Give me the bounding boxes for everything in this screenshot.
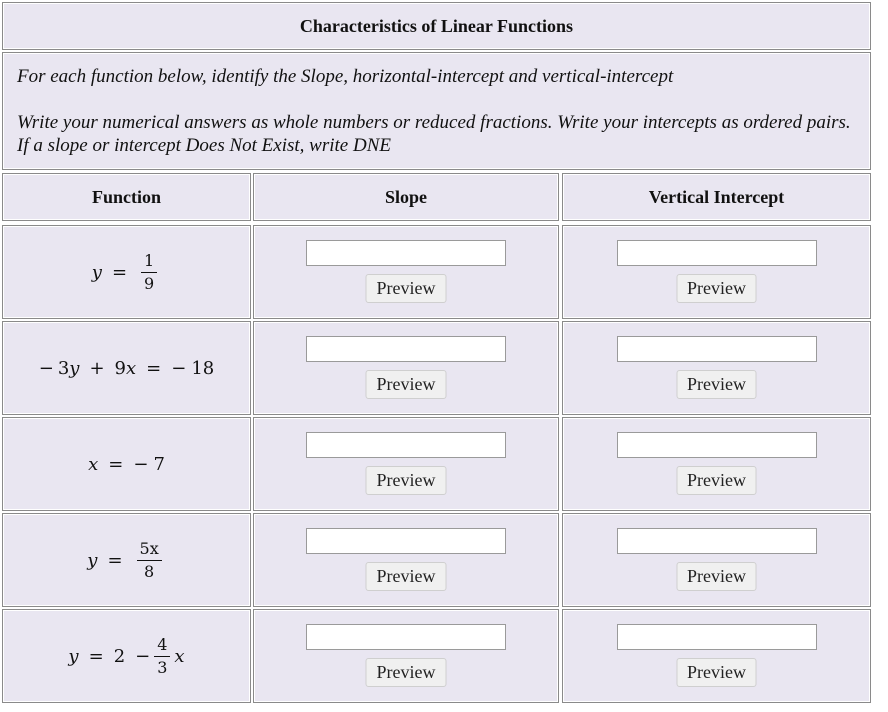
vertical-intercept-input-3[interactable] (617, 432, 817, 458)
slope-preview-button-3[interactable]: Preview (366, 466, 447, 495)
eq5-var: x (174, 645, 185, 667)
eq2-neg: − (38, 357, 54, 379)
function-cell-5 (2, 609, 251, 703)
eq3-equals: = (108, 453, 124, 475)
vertical-intercept-input-5[interactable] (617, 624, 817, 650)
header-function: Function (2, 173, 251, 221)
vint-cell-3 (562, 417, 871, 511)
eq2-coef-y: 3 (57, 357, 70, 379)
equation-5 (3, 610, 250, 702)
slope-input-2[interactable] (306, 336, 506, 362)
vertical-intercept-input-4[interactable] (617, 528, 817, 554)
eq2-neg-rhs: − (171, 357, 187, 379)
eq1-fraction (141, 252, 157, 293)
eq5-den: 3 (157, 657, 168, 677)
eq2-equals: = (146, 357, 162, 379)
equation-4 (3, 514, 250, 606)
slope-cell-2 (253, 321, 559, 415)
eq5-equals: = (88, 645, 104, 667)
eq4-equals: = (107, 549, 123, 571)
table-title: Characteristics of Linear Functions (2, 2, 871, 50)
eq5-const: 2 (113, 645, 126, 667)
eq3-neg: − (133, 453, 149, 475)
equation-2 (3, 322, 250, 414)
instructions (2, 52, 871, 170)
instruction-line-1: For each function below, identify the Slope, horizontal-intercept and vertical-intercept (17, 66, 674, 87)
vertical-intercept-preview-button-1[interactable]: Preview (676, 274, 757, 303)
slope-cell-3 (253, 417, 559, 511)
slope-preview-button-4[interactable]: Preview (366, 562, 447, 591)
vint-cell-5 (562, 609, 871, 703)
slope-preview-button-5[interactable]: Preview (366, 658, 447, 687)
eq4-num: 5x (137, 540, 162, 561)
eq4-fraction (137, 540, 162, 581)
eq1-num: 1 (141, 252, 157, 273)
vertical-intercept-preview-button-3[interactable]: Preview (676, 466, 757, 495)
eq4-den: 8 (144, 561, 155, 581)
eq2-var-y: y (69, 357, 80, 379)
slope-input-1[interactable] (306, 240, 506, 266)
slope-preview-button-2[interactable]: Preview (366, 370, 447, 399)
equation-3 (3, 418, 250, 510)
eq1-den: 9 (144, 273, 155, 293)
header-vertical-intercept: Vertical Intercept (562, 173, 871, 221)
vint-cell-1 (562, 225, 871, 319)
eq2-var-x: x (126, 357, 137, 379)
slope-cell-1 (253, 225, 559, 319)
eq1-lhs: y (91, 261, 102, 283)
eq5-lhs: y (68, 645, 79, 667)
eq5-fraction (154, 636, 170, 677)
slope-cell-5 (253, 609, 559, 703)
vertical-intercept-preview-button-4[interactable]: Preview (676, 562, 757, 591)
equation-1 (3, 226, 250, 318)
slope-input-3[interactable] (306, 432, 506, 458)
eq2-rhs: 18 (191, 357, 215, 379)
slope-cell-4 (253, 513, 559, 607)
vertical-intercept-preview-button-5[interactable]: Preview (676, 658, 757, 687)
eq5-num: 4 (154, 636, 170, 657)
instruction-line-2: Write your numerical answers as whole numbers or reduced fractions. Write your intercepts as ordered pairs. If a slope or intercept Does Not Exist, write DNE (17, 112, 851, 156)
slope-input-5[interactable] (306, 624, 506, 650)
slope-input-4[interactable] (306, 528, 506, 554)
eq4-lhs: y (87, 549, 98, 571)
function-cell-2 (2, 321, 251, 415)
eq3-rhs: 7 (153, 453, 165, 475)
vint-cell-4 (562, 513, 871, 607)
eq2-plus: + (89, 357, 105, 379)
function-cell-3 (2, 417, 251, 511)
vertical-intercept-preview-button-2[interactable]: Preview (676, 370, 757, 399)
vertical-intercept-input-2[interactable] (617, 336, 817, 362)
function-cell-1 (2, 225, 251, 319)
vint-cell-2 (562, 321, 871, 415)
slope-preview-button-1[interactable]: Preview (366, 274, 447, 303)
eq5-minus: − (135, 645, 151, 667)
eq2-coef-x: 9 (114, 357, 126, 379)
function-cell-4 (2, 513, 251, 607)
eq1-equals: = (111, 261, 128, 283)
vertical-intercept-input-1[interactable] (617, 240, 817, 266)
eq3-lhs: x (88, 453, 99, 475)
header-slope: Slope (253, 173, 559, 221)
